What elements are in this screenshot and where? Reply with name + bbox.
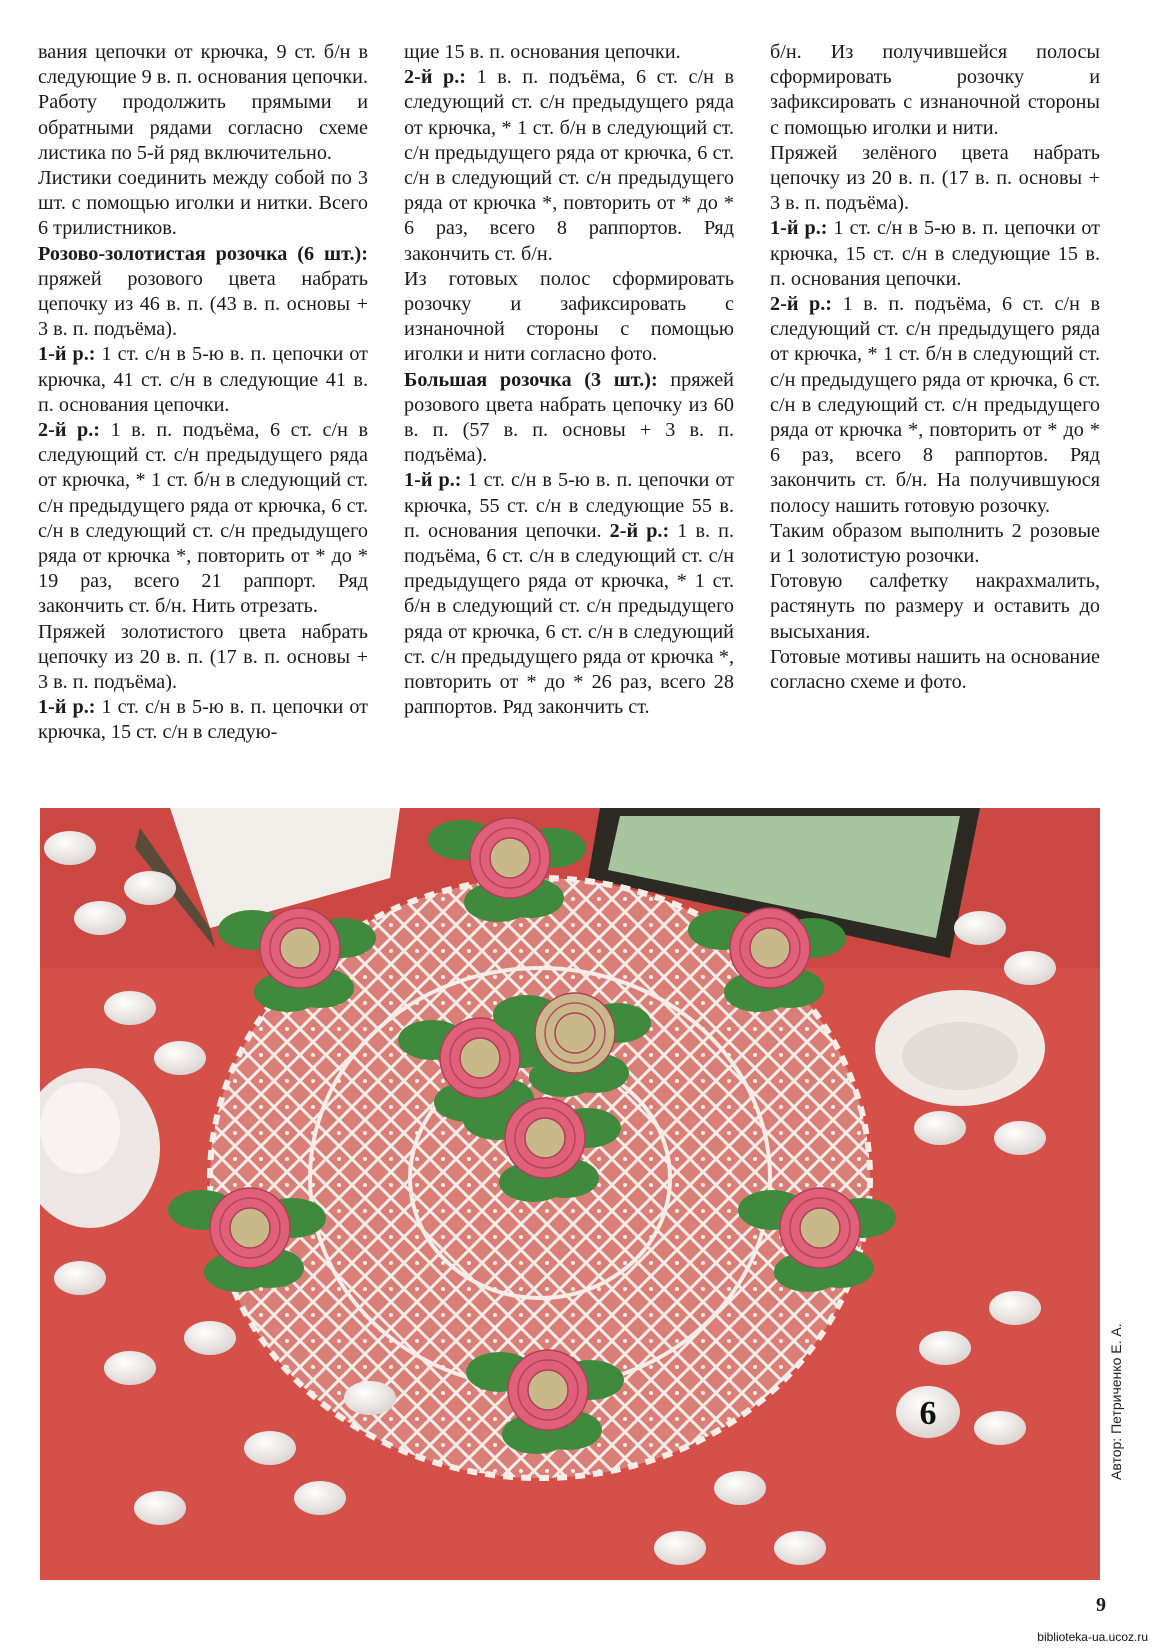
col3-paragraph: [770, 141, 1100, 217]
pebble: [989, 1291, 1041, 1325]
paragraph-text: Готовую салфетку накрахмалить, растянуть по размеру и оставить до высыхания.: [770, 570, 1100, 643]
col3-paragraph: [770, 569, 1100, 645]
pebble: [44, 831, 96, 865]
col1-paragraph: [38, 620, 368, 696]
site-watermark: biblioteka-ua.ucoz.ru: [1037, 1630, 1148, 1644]
col2-paragraph: [404, 65, 734, 267]
pebble: [54, 1261, 106, 1295]
paragraph-heading: 2-й р.:: [770, 293, 833, 316]
pebble: [124, 871, 176, 905]
col2-paragraph: [404, 368, 734, 469]
pebble: [104, 1351, 156, 1385]
col1-paragraph: [38, 40, 368, 166]
rose-petal: [555, 1013, 595, 1053]
pebble: [954, 911, 1006, 945]
col3-paragraph: [770, 216, 1100, 292]
pebble: [974, 1411, 1026, 1445]
rose-petal: [525, 1118, 565, 1158]
pebble: [994, 1121, 1046, 1155]
photo-author-caption: Автор: Петриченко Е. А.: [1108, 1323, 1124, 1480]
paragraph-heading: Розово-золотистая розочка (6 шт.):: [38, 242, 368, 265]
text-columns: [38, 40, 1100, 790]
paragraph-text: Пряжей золотистого цвета набрать цепочку из 20 в. п. (17 в. п. основы + 3 в. п. подъёма).: [38, 620, 368, 694]
col2-paragraph: [404, 267, 734, 368]
pebble: [714, 1471, 766, 1505]
paragraph-text: 1 в. п. подъёма, 6 ст. с/н в следующий ст. с/н предыдущего ряда от крючка, * 1 ст. б/н в следующий ст. с/н предыдущего ряда от крючка, 6 ст. с/н в следующий ст. с/н предыдущего ряда от крючка *, повторить от * до * 26 раз, всего 28 раппортов. Ряд закончить ст.: [404, 519, 735, 719]
rose-petal: [280, 928, 320, 968]
col1-paragraph: [38, 166, 368, 242]
rose-petal: [750, 928, 790, 968]
col1-paragraph: [38, 242, 368, 343]
pebble: [774, 1531, 826, 1565]
pebble: [914, 1111, 966, 1145]
paragraph-text: Из готовых полос сформировать розочку и зафиксировать с изнаночной стороны с помощью иголки и нити согласно фото.: [404, 267, 734, 366]
pebble: [1004, 951, 1056, 985]
paragraph-text: Пряжей зелёного цвета набрать цепочку из 20 в. п. (17 в. п. основы + 3 в. п. подъёма).: [770, 141, 1100, 215]
paragraph-text: 1 в. п. подъёма, 6 ст. с/н в следующий ст. с/н предыдущего ряда от крючка, * 1 ст. б/н в следующий ст. с/н предыдущего ряда от крючка, 6 ст. с/н в следующий ст. с/н предыдущего ряда от крючка *, повторить от * до * 19 раз, всего 21 раппорт. Ряд закончить ст. б/н. Нить отрезать.: [38, 419, 368, 618]
paragraph-text: 1 ст. с/н в 5-ю в. п. цепочки от крючка, 15 ст. с/н в следующие 15 в. п. основания цепочки.: [770, 217, 1100, 290]
paragraph-heading: 1-й р.:: [38, 343, 96, 366]
pebble: [344, 1381, 396, 1415]
pebble: [654, 1531, 706, 1565]
paragraph-heading: 1-й р.:: [404, 469, 462, 492]
col3-paragraph: [770, 40, 1100, 141]
paragraph-heading: 2-й р.:: [38, 419, 101, 442]
text-column-3: [770, 40, 1100, 790]
paragraph-text: 1 ст. с/н в 5-ю в. п. цепочки от крючка, 55 ст. с/н в следующие 55 в. п. основания цепочки.: [404, 469, 734, 542]
paragraph-heading: 2-й р.:: [609, 519, 670, 542]
paragraph-text: пряжей розового цвета набрать цепочку из 60 в. п. (57 в. п. основы + 3 в. п. подъёма).: [404, 368, 734, 467]
pebble: [134, 1491, 186, 1525]
pebble: [74, 901, 126, 935]
paragraph-text: 1 в. п. подъёма, 6 ст. с/н в следующий ст. с/н предыдущего ряда от крючка, * 1 ст. б/н в следующий ст. с/н предыдущего ряда от крючка, 6 ст. с/н в следующий ст. с/н предыдущего ряда от крючка *, повторить от * до * 6 раз, всего 8 раппортов. Ряд закончить ст. б/н.: [404, 66, 734, 265]
col1-paragraph: [38, 342, 368, 418]
paragraph-heading: 1-й р.:: [770, 217, 828, 240]
paragraph-text: Таким образом выполнить 2 розовые и 1 золотистую розочки.: [770, 519, 1100, 568]
pebble: [919, 1331, 971, 1365]
rose-petal: [800, 1208, 840, 1248]
paragraph-heading: Большая розочка (3 шт.):: [404, 368, 658, 391]
paragraph-heading: 1-й р.:: [38, 696, 96, 719]
col1-paragraph: [38, 695, 368, 745]
pebble: [154, 1041, 206, 1075]
paragraph-heading: 2-й р.:: [404, 66, 467, 89]
text-column-2: [404, 40, 734, 790]
doily-photo: [40, 808, 1100, 1580]
pebble: [184, 1321, 236, 1355]
page-number: 9: [1096, 1594, 1106, 1616]
col2-paragraph: [404, 468, 734, 720]
col2-paragraph: [404, 40, 734, 65]
col1-paragraph: [38, 418, 368, 620]
doily-illustration: [40, 808, 1100, 1580]
pebble: [104, 991, 156, 1025]
rose-petal: [528, 1370, 568, 1410]
col3-paragraph: [770, 292, 1100, 519]
rose-petal: [230, 1208, 270, 1248]
paragraph-text: 1 ст. с/н в 5-ю в. п. цепочки от крючка, 15 ст. с/н в следую-: [38, 696, 368, 744]
paragraph-text: Листики соединить между собой по 3 шт. с помощью иголки и нитки. Всего 6 трилистников.: [38, 167, 368, 240]
photo-number-badge: [896, 1386, 960, 1438]
rose-petal: [460, 1038, 500, 1078]
paragraph-text: Готовые мотивы нашить на основание согласно схеме и фото.: [770, 645, 1100, 694]
text-column-1: [38, 40, 368, 790]
paragraph-text: б/н. Из получившейся полосы сформировать розочку и зафиксировать с изнаночной стороны с помощью иголки и нити.: [770, 41, 1100, 139]
photo-number: 6: [919, 1395, 937, 1432]
col3-paragraph: [770, 645, 1100, 695]
paragraph-text: вания цепочки от крючка, 9 ст. б/н в следующие 9 в. п. основания цепочки. Работу продолжить прямыми и обратными рядами согласно схеме листика по 5-й ряд включительно.: [38, 41, 368, 164]
col3-paragraph: [770, 519, 1100, 569]
paragraph-text: 1 ст. с/н в 5-ю в. п. цепочки от крючка, 41 ст. с/н в следующие 41 в. п. основания цепочки.: [38, 343, 368, 416]
dish: [875, 990, 1045, 1106]
pebble: [294, 1481, 346, 1515]
rose-petal: [490, 838, 530, 878]
paragraph-text: щие 15 в. п. основания цепочки.: [404, 41, 681, 63]
paragraph-text: 1 в. п. подъёма, 6 ст. с/н в следующий ст. с/н предыдущего ряда от крючка, * 1 ст. б/н в следующий ст. с/н предыдущего ряда от крючка, 6 ст. с/н в следующий ст. с/н предыдущего ряда от крючка *, повторить от * до * 6 раз, всего 8 раппортов. Ряд закончить ст. б/н. На получившуюся полосу нашить готовую розочку.: [770, 293, 1100, 517]
paragraph-text: пряжей розового цвета набрать цепочку из 46 в. п. (43 в. п. основы + 3 в. п. подъёма).: [38, 267, 368, 341]
pebble: [244, 1431, 296, 1465]
